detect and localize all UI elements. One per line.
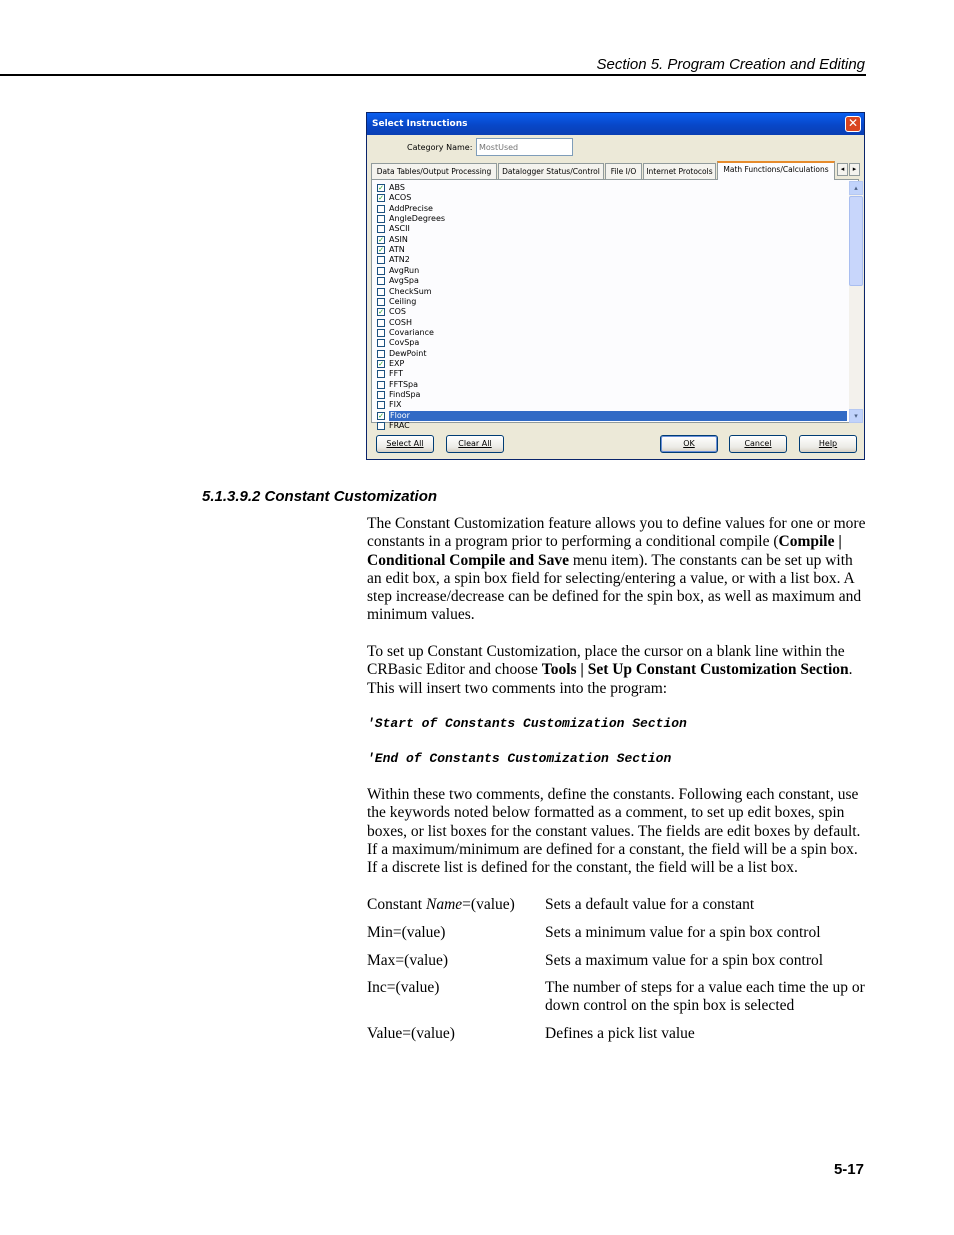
list-item-label: ABS bbox=[389, 183, 405, 192]
list-item-label: ASIN bbox=[389, 234, 408, 244]
category-tabs bbox=[371, 161, 837, 179]
list-item-label: AngleDegrees bbox=[389, 214, 446, 224]
checkbox[interactable]: ✓ bbox=[378, 194, 384, 203]
list-item[interactable] bbox=[374, 400, 848, 410]
definition-term-constant bbox=[367, 896, 515, 914]
list-item-label: AvgRun bbox=[389, 265, 420, 275]
definition-desc-value: Defines a pick list value bbox=[545, 1025, 695, 1042]
tab-internet-protocols[interactable]: Internet Protocols bbox=[643, 163, 716, 179]
list-item-label: COSH bbox=[389, 317, 412, 327]
dialog-titlebar[interactable] bbox=[367, 113, 864, 135]
tab-file-io[interactable]: File I/O bbox=[605, 163, 642, 179]
checkbox[interactable] bbox=[377, 350, 385, 358]
list-item-label: ASCII bbox=[389, 224, 410, 234]
help-button[interactable]: Help bbox=[799, 435, 857, 453]
checkbox[interactable] bbox=[377, 339, 385, 347]
checkbox[interactable] bbox=[377, 267, 385, 275]
instruction-list-panel bbox=[371, 179, 859, 431]
select-all-button[interactable]: Select All bbox=[376, 435, 434, 453]
list-item-label: AddPrecise bbox=[389, 203, 433, 213]
checkbox[interactable] bbox=[377, 319, 385, 327]
checkbox[interactable]: ✓ bbox=[378, 235, 384, 244]
list-item[interactable] bbox=[374, 276, 848, 286]
paragraph-intro-menu-path: Compile | Conditional Compile and Save bbox=[367, 533, 842, 569]
list-item[interactable] bbox=[374, 318, 848, 328]
page-number: 5-17 bbox=[833, 1161, 864, 1178]
dialog-title: Select Instructions bbox=[372, 119, 468, 129]
list-item[interactable] bbox=[374, 245, 848, 255]
list-item[interactable] bbox=[374, 266, 848, 276]
header-rule bbox=[0, 74, 866, 76]
list-item-label: FFT bbox=[389, 369, 403, 379]
list-item-label: COS bbox=[389, 307, 406, 317]
list-item-label: DewPoint bbox=[389, 348, 427, 358]
paragraph-setup-text-b: . This will insert two comments into the program: bbox=[367, 661, 853, 697]
list-item[interactable] bbox=[374, 255, 848, 265]
list-item-label: Covariance bbox=[389, 327, 434, 337]
checkbox[interactable]: ✓ bbox=[378, 184, 384, 192]
list-scrollbar[interactable] bbox=[849, 181, 863, 423]
list-item[interactable] bbox=[374, 204, 848, 214]
list-item-label: FFTSpa bbox=[389, 379, 419, 389]
list-item[interactable] bbox=[374, 214, 848, 224]
list-item[interactable] bbox=[374, 183, 848, 193]
code-end-comment: 'End of Constants Customization Section bbox=[367, 751, 672, 766]
checkbox[interactable]: ✓ bbox=[378, 308, 384, 317]
paragraph-setup-text-a: To set up Constant Customization, place the cursor on a blank line within the CRBasic Editor and choose bbox=[367, 643, 845, 679]
list-item[interactable] bbox=[374, 421, 848, 431]
checkbox[interactable] bbox=[377, 205, 385, 213]
checkbox[interactable]: ✓ bbox=[378, 246, 384, 255]
checkbox[interactable] bbox=[377, 401, 385, 409]
definition-desc-inc: The number of steps for a value each time the up or down control on the spin box is selected bbox=[545, 979, 865, 1015]
list-item-label: ACOS bbox=[389, 193, 412, 203]
definition-term-value: Value=(value) bbox=[367, 1025, 455, 1042]
tab-math-functions[interactable]: Math Functions/Calculations bbox=[717, 161, 835, 180]
list-item-label: AvgSpa bbox=[389, 276, 419, 286]
list-item[interactable] bbox=[374, 349, 848, 359]
checkbox[interactable] bbox=[377, 256, 385, 264]
checkbox[interactable] bbox=[377, 215, 385, 223]
category-name-label: Category Name: bbox=[407, 143, 473, 152]
list-item-label: ATN bbox=[389, 245, 405, 255]
list-item[interactable] bbox=[374, 297, 848, 307]
definition-term-max: Max=(value) bbox=[367, 952, 449, 969]
clear-all-button[interactable]: Clear All bbox=[446, 435, 504, 453]
list-item[interactable] bbox=[374, 359, 848, 369]
ok-button[interactable]: OK bbox=[660, 435, 718, 453]
list-item-label: CovSpa bbox=[389, 338, 420, 348]
list-item-label: CheckSum bbox=[389, 286, 432, 296]
list-item[interactable] bbox=[374, 411, 848, 421]
checkbox[interactable] bbox=[377, 277, 385, 285]
definition-desc-constant: Sets a default value for a constant bbox=[545, 896, 755, 913]
list-item-label: Floor bbox=[389, 411, 847, 421]
list-item[interactable] bbox=[374, 193, 848, 203]
paragraph-keywords: Within these two comments, define the constants. Following each constant, use the keywords noted below formatted as a comment, to set up edit boxes, spin boxes, or list boxes for the constant values. The fields are edit boxes by default. If a maximum/minimum are defined for a constant, the field will be a spin box. If a discrete list is defined for the constant, the field will be a list box. bbox=[367, 786, 861, 877]
list-item-label: FRAC bbox=[389, 421, 410, 431]
paragraph-intro-text-a: The Constant Customization feature allows you to define values for one or more constants in a program prior to performing a conditional compile ( bbox=[367, 515, 866, 551]
definition-term-constant-b: =(value) bbox=[462, 896, 515, 913]
paragraph-intro-text-b: menu item). The constants can be set up with an edit box, a spin box field for selecting/entering a value, or with a list box. A step increase/decrease can be defined for the spin box, as well as maximum and minimum values. bbox=[367, 551, 862, 624]
tab-datalogger-status[interactable]: Datalogger Status/Control bbox=[498, 163, 604, 179]
list-item-label: FIX bbox=[389, 400, 402, 410]
paragraph-setup-menu-path: Tools | Set Up Constant Customization Section bbox=[541, 661, 849, 679]
definition-term-constant-name: Name bbox=[426, 896, 463, 913]
list-item[interactable] bbox=[374, 369, 848, 379]
list-item-label: FindSpa bbox=[389, 390, 421, 399]
scroll-thumb[interactable] bbox=[849, 196, 863, 286]
instruction-list[interactable] bbox=[374, 180, 849, 431]
tab-scroll-left-icon[interactable]: ◂ bbox=[837, 163, 848, 176]
close-icon[interactable]: ✕ bbox=[845, 116, 861, 132]
scroll-up-icon[interactable]: ▴ bbox=[849, 181, 863, 195]
definition-term-min: Min=(value) bbox=[367, 924, 446, 941]
checkbox[interactable] bbox=[377, 422, 385, 430]
scroll-down-icon[interactable]: ▾ bbox=[849, 409, 863, 423]
checkbox[interactable] bbox=[377, 288, 385, 296]
code-start-comment: 'Start of Constants Customization Section bbox=[367, 716, 687, 731]
list-item-label: ATN2 bbox=[389, 255, 410, 265]
checkbox[interactable]: ✓ bbox=[378, 359, 384, 368]
checkbox[interactable] bbox=[377, 381, 385, 389]
list-item[interactable] bbox=[374, 380, 848, 390]
paragraph-setup bbox=[367, 643, 867, 698]
paragraph-intro bbox=[367, 515, 867, 625]
checkbox[interactable]: ✓ bbox=[378, 411, 384, 420]
list-item[interactable] bbox=[374, 390, 848, 400]
list-item-label: Ceiling bbox=[389, 296, 417, 306]
list-item[interactable] bbox=[374, 235, 848, 245]
cancel-button[interactable]: Cancel bbox=[729, 435, 787, 453]
section-heading: 5.1.3.9.2 Constant Customization bbox=[202, 488, 438, 505]
list-item[interactable] bbox=[374, 338, 848, 348]
checkbox[interactable] bbox=[377, 370, 385, 378]
list-item-label: EXP bbox=[389, 358, 405, 368]
list-item[interactable] bbox=[374, 287, 848, 297]
tab-scroll-right-icon[interactable]: ▸ bbox=[849, 163, 860, 176]
definition-desc-min: Sets a minimum value for a spin box control bbox=[545, 924, 821, 941]
definition-term-inc: Inc=(value) bbox=[367, 979, 440, 996]
tab-data-tables[interactable]: Data Tables/Output Processing bbox=[371, 163, 497, 179]
list-item[interactable] bbox=[374, 307, 848, 317]
checkbox[interactable] bbox=[377, 298, 385, 306]
checkbox[interactable] bbox=[377, 329, 385, 337]
checkbox[interactable] bbox=[377, 225, 385, 233]
list-item[interactable] bbox=[374, 328, 848, 338]
definition-desc-max: Sets a maximum value for a spin box control bbox=[545, 952, 824, 969]
definition-term-constant-a: Constant bbox=[367, 896, 426, 913]
list-item[interactable] bbox=[374, 224, 848, 234]
running-header: Section 5. Program Creation and Editing bbox=[596, 56, 865, 73]
checkbox[interactable] bbox=[377, 391, 385, 399]
category-name-input[interactable] bbox=[476, 138, 573, 156]
select-instructions-dialog bbox=[366, 112, 865, 460]
